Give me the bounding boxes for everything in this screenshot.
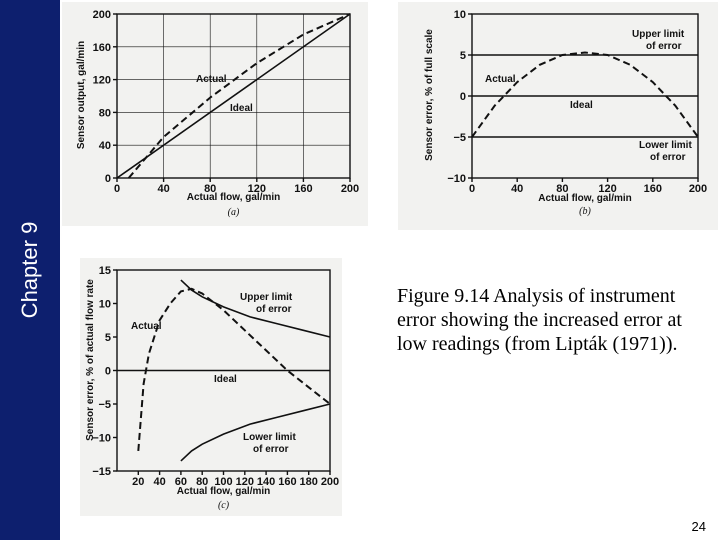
x-tick-label-4: 100: [214, 476, 233, 488]
y-tick-label-4: 5: [104, 332, 111, 344]
y-tick-label-6: 15: [98, 265, 111, 277]
y-axis-label: Sensor error, % of actual flow rate: [85, 279, 96, 441]
x-tick-label-0: 0: [113, 183, 121, 195]
y-tick-label-4: 10: [453, 9, 466, 21]
x-tick-label-3: 80: [196, 476, 209, 488]
x-tick-label-7: 160: [278, 476, 297, 488]
x-axis-label: Actual flow, gal/min: [538, 193, 632, 204]
x-tick-label-2: 60: [174, 476, 188, 488]
annotation-b-upper-2: of error: [646, 41, 682, 52]
annotation-c-upper-1: Upper limit: [240, 292, 293, 303]
x-tick-label-8: 180: [299, 476, 318, 488]
x-tick-label-0: 20: [132, 476, 145, 488]
x-tick-label-1: 40: [511, 183, 524, 195]
x-tick-label-3: 120: [598, 183, 617, 195]
page-number: 24: [691, 519, 706, 534]
y-axis-label: Sensor error, % of full scale: [424, 29, 435, 161]
y-tick-label-3: 5: [459, 50, 466, 62]
y-tick-label-0: 0: [104, 173, 111, 185]
x-tick-label-6: 140: [256, 476, 276, 488]
figure-caption: Figure 9.14 Analysis of instrument error showing the increased error at low readings (from Lipták (1971)).: [397, 285, 682, 355]
y-tick-label-5: 10: [98, 298, 111, 311]
x-tick-label-3: 120: [247, 183, 266, 195]
y-tick-label-2: 0: [459, 91, 466, 103]
x-tick-label-9: 200: [320, 476, 340, 488]
panel-label: (c): [217, 500, 230, 511]
y-tick-label-4: 160: [92, 41, 111, 54]
x-tick-label-2: 80: [204, 183, 217, 195]
y-tick-label-2: 80: [98, 107, 111, 120]
annotation-b-lower-1: Lower limit: [639, 140, 692, 151]
x-axis-label: Actual flow, gal/min: [186, 192, 281, 203]
x-tick-label-0: 0: [468, 183, 476, 195]
x-tick-label-5: 120: [235, 476, 254, 488]
annotation-b-upper-1: Upper limit: [632, 29, 685, 40]
y-tick-label-1: −5: [453, 132, 466, 144]
annotation-b-actual: Actual: [485, 74, 516, 85]
x-tick-label-1: 40: [157, 183, 170, 195]
annotation-c-lower-1: Lower limit: [243, 432, 296, 443]
y-tick-label-3: 0: [104, 365, 111, 378]
annotation-b-lower-2: of error: [650, 152, 686, 163]
annotation-a-ideal: Ideal: [230, 103, 253, 114]
annotation-c-actual: Actual: [131, 321, 162, 332]
y-tick-label-1: 40: [98, 140, 111, 153]
y-axis-label: Sensor output, gal/min: [76, 40, 87, 150]
y-tick-label-0: −15: [92, 466, 111, 478]
panel-label: (b): [579, 206, 591, 217]
panel-label: (a): [227, 207, 240, 218]
y-tick-label-2: −5: [98, 399, 111, 411]
annotation-c-upper-2: of error: [256, 304, 292, 315]
x-axis-label: Actual flow, gal/min: [176, 486, 271, 497]
y-tick-label-0: −10: [447, 173, 466, 185]
annotation-c-lower-2: of error: [253, 444, 289, 455]
x-tick-label-5: 200: [340, 183, 360, 195]
x-tick-label-5: 200: [688, 183, 708, 195]
x-tick-label-4: 160: [643, 183, 662, 195]
x-tick-label-2: 80: [556, 183, 569, 195]
y-tick-label-5: 200: [92, 9, 111, 21]
annotation-c-ideal: Ideal: [214, 374, 237, 385]
annotation-b-ideal: Ideal: [570, 100, 593, 111]
y-tick-label-1: −10: [92, 432, 111, 445]
chapter-label: Chapter 9: [17, 221, 42, 319]
y-tick-label-3: 120: [92, 74, 111, 87]
x-tick-label-4: 160: [294, 183, 313, 195]
x-tick-label-1: 40: [153, 476, 166, 488]
annotation-a-actual: Actual: [196, 74, 227, 85]
